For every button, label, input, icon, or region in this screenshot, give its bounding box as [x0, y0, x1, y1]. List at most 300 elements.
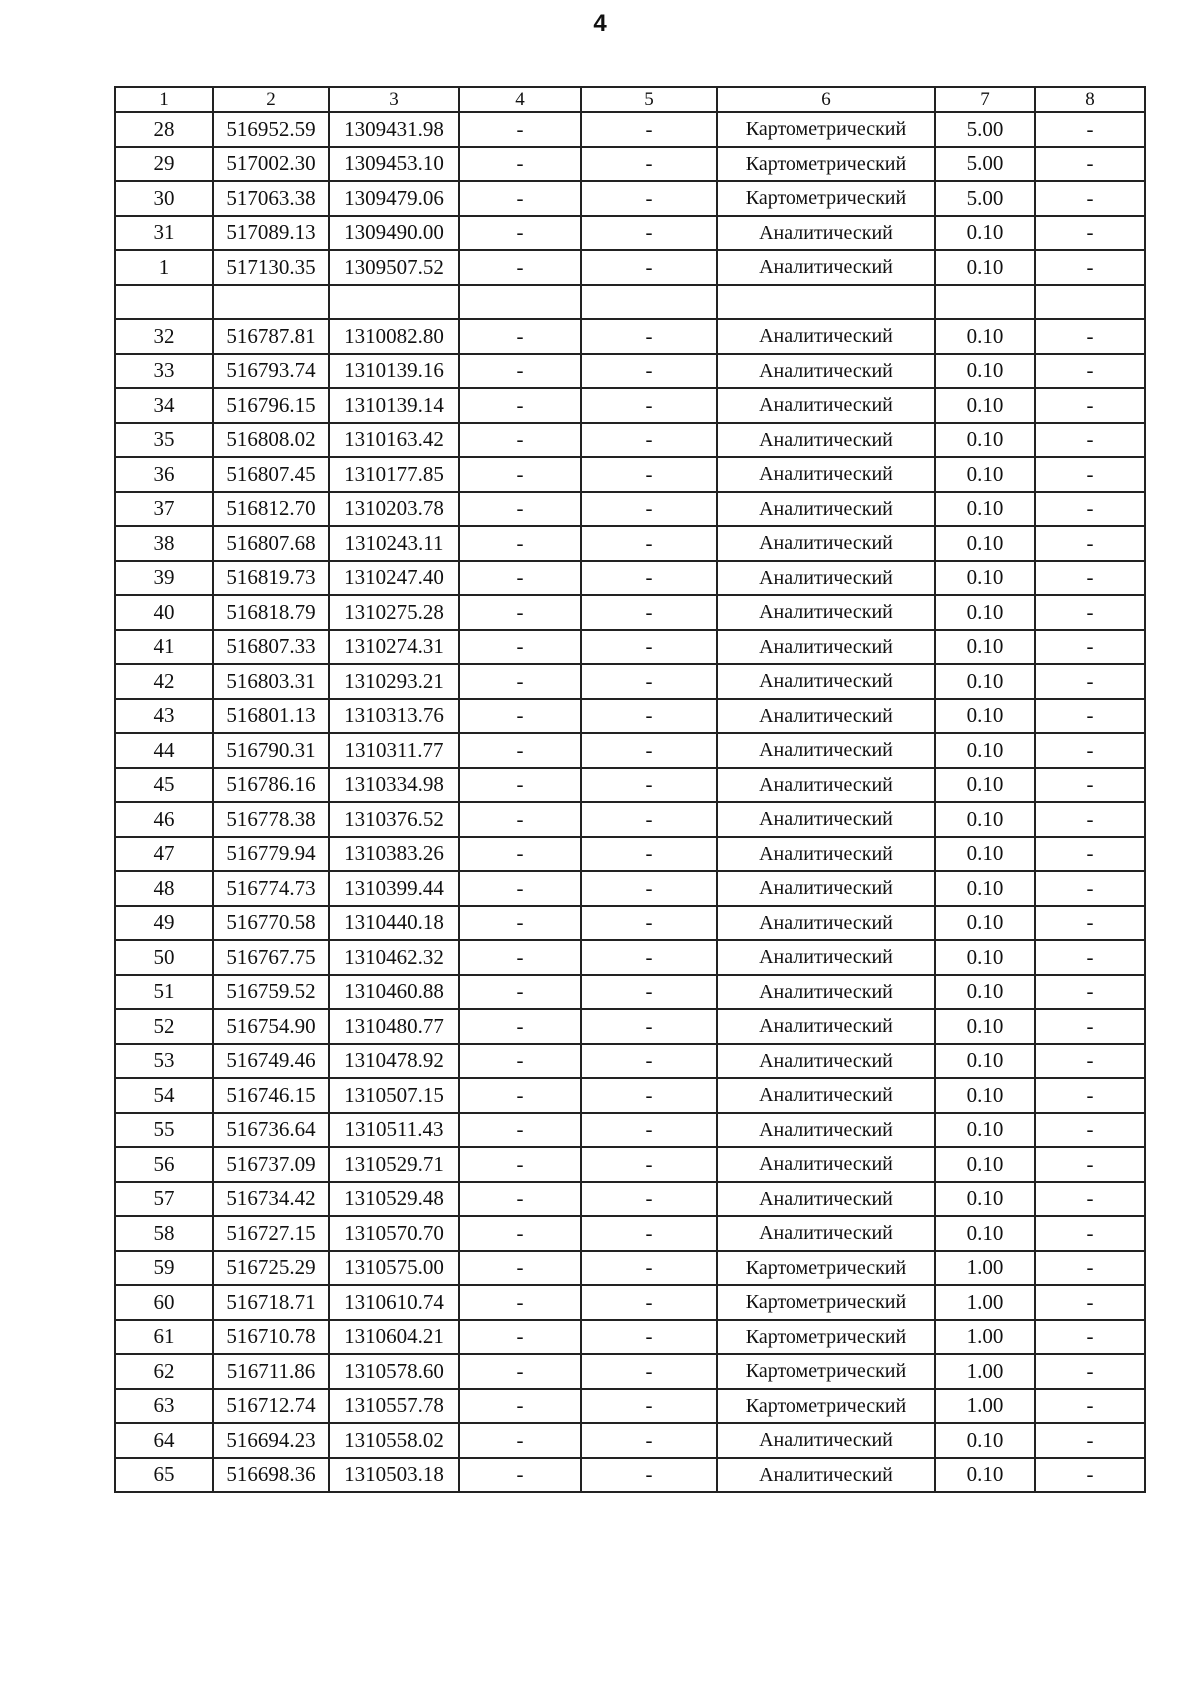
method-cell: Картометрический [717, 1354, 935, 1389]
table-row [115, 837, 1145, 872]
table-row [115, 285, 1145, 320]
point-number-cell: 55 [115, 1113, 213, 1148]
y-coordinate-cell: 1310311.77 [329, 733, 459, 768]
method-cell: Аналитический [717, 457, 935, 492]
table-row [115, 561, 1145, 596]
y-coordinate-cell: 1310529.71 [329, 1147, 459, 1182]
column-4-cell: - [459, 733, 581, 768]
column-5-cell: - [581, 561, 717, 596]
x-coordinate-cell: 516807.68 [213, 526, 329, 561]
x-coordinate-cell: 516734.42 [213, 1182, 329, 1217]
accuracy-cell: 0.10 [935, 216, 1035, 251]
column-5-cell: - [581, 1113, 717, 1148]
column-4-cell: - [459, 768, 581, 803]
accuracy-cell: 1.00 [935, 1251, 1035, 1286]
accuracy-cell: 0.10 [935, 1458, 1035, 1493]
column-4-cell: - [459, 630, 581, 665]
x-coordinate-cell: 516767.75 [213, 940, 329, 975]
point-number-cell: 37 [115, 492, 213, 527]
accuracy-cell [935, 285, 1035, 320]
column-4-cell: - [459, 1423, 581, 1458]
accuracy-cell: 1.00 [935, 1285, 1035, 1320]
column-8-cell: - [1035, 699, 1145, 734]
column-8-cell: - [1035, 1423, 1145, 1458]
x-coordinate-cell: 516779.94 [213, 837, 329, 872]
header-cell: 6 [717, 87, 935, 112]
x-coordinate-cell: 516952.59 [213, 112, 329, 147]
accuracy-cell: 0.10 [935, 388, 1035, 423]
table-row [115, 216, 1145, 251]
column-5-cell: - [581, 1147, 717, 1182]
accuracy-cell: 0.10 [935, 1078, 1035, 1113]
table-row [115, 492, 1145, 527]
column-8-cell: - [1035, 1182, 1145, 1217]
y-coordinate-cell: 1310383.26 [329, 837, 459, 872]
y-coordinate-cell: 1310275.28 [329, 595, 459, 630]
column-5-cell: - [581, 871, 717, 906]
column-5-cell: - [581, 595, 717, 630]
column-8-cell: - [1035, 526, 1145, 561]
method-cell: Картометрический [717, 1320, 935, 1355]
column-4-cell: - [459, 1009, 581, 1044]
column-5-cell: - [581, 768, 717, 803]
x-coordinate-cell: 516759.52 [213, 975, 329, 1010]
column-8-cell: - [1035, 595, 1145, 630]
column-4-cell: - [459, 492, 581, 527]
table-row [115, 1389, 1145, 1424]
method-cell: Картометрический [717, 1285, 935, 1320]
method-cell: Аналитический [717, 733, 935, 768]
x-coordinate-cell: 516710.78 [213, 1320, 329, 1355]
x-coordinate-cell: 516774.73 [213, 871, 329, 906]
method-cell: Аналитический [717, 630, 935, 665]
column-4-cell: - [459, 457, 581, 492]
point-number-cell: 42 [115, 664, 213, 699]
column-5-cell: - [581, 940, 717, 975]
column-4-cell: - [459, 423, 581, 458]
method-cell: Аналитический [717, 1113, 935, 1148]
y-coordinate-cell: 1309453.10 [329, 147, 459, 182]
header-cell: 1 [115, 87, 213, 112]
column-5-cell: - [581, 1389, 717, 1424]
table-row [115, 388, 1145, 423]
table-row [115, 699, 1145, 734]
column-4-cell: - [459, 699, 581, 734]
column-8-cell: - [1035, 1113, 1145, 1148]
table-row [115, 906, 1145, 941]
table-row [115, 1078, 1145, 1113]
y-coordinate-cell: 1310557.78 [329, 1389, 459, 1424]
column-5-cell: - [581, 1078, 717, 1113]
table-row [115, 1113, 1145, 1148]
column-8-cell: - [1035, 1320, 1145, 1355]
accuracy-cell: 0.10 [935, 1044, 1035, 1079]
column-8-cell: - [1035, 1147, 1145, 1182]
column-8-cell: - [1035, 1078, 1145, 1113]
accuracy-cell: 0.10 [935, 423, 1035, 458]
table-row [115, 975, 1145, 1010]
accuracy-cell: 0.10 [935, 561, 1035, 596]
method-cell: Аналитический [717, 216, 935, 251]
column-5-cell: - [581, 733, 717, 768]
x-coordinate-cell: 516818.79 [213, 595, 329, 630]
method-cell: Аналитический [717, 768, 935, 803]
column-8-cell: - [1035, 561, 1145, 596]
accuracy-cell: 0.10 [935, 768, 1035, 803]
table-row [115, 1423, 1145, 1458]
accuracy-cell: 5.00 [935, 181, 1035, 216]
table-row [115, 181, 1145, 216]
x-coordinate-cell: 516819.73 [213, 561, 329, 596]
y-coordinate-cell: 1309431.98 [329, 112, 459, 147]
table-row [115, 664, 1145, 699]
x-coordinate-cell: 516786.16 [213, 768, 329, 803]
method-cell: Аналитический [717, 423, 935, 458]
table-row [115, 112, 1145, 147]
point-number-cell: 65 [115, 1458, 213, 1493]
column-4-cell: - [459, 319, 581, 354]
point-number-cell: 45 [115, 768, 213, 803]
header-cell: 5 [581, 87, 717, 112]
x-coordinate-cell: 516749.46 [213, 1044, 329, 1079]
column-5-cell: - [581, 1251, 717, 1286]
column-8-cell: - [1035, 768, 1145, 803]
accuracy-cell: 0.10 [935, 1423, 1035, 1458]
header-cell: 8 [1035, 87, 1145, 112]
method-cell: Аналитический [717, 1458, 935, 1493]
column-5-cell: - [581, 354, 717, 389]
accuracy-cell: 0.10 [935, 699, 1035, 734]
x-coordinate-cell: 516698.36 [213, 1458, 329, 1493]
x-coordinate-cell: 516727.15 [213, 1216, 329, 1251]
column-5-cell: - [581, 147, 717, 182]
column-8-cell: - [1035, 423, 1145, 458]
point-number-cell: 58 [115, 1216, 213, 1251]
y-coordinate-cell: 1310604.21 [329, 1320, 459, 1355]
accuracy-cell: 0.10 [935, 319, 1035, 354]
point-number-cell: 34 [115, 388, 213, 423]
column-4-cell: - [459, 1147, 581, 1182]
method-cell: Аналитический [717, 250, 935, 285]
y-coordinate-cell: 1310163.42 [329, 423, 459, 458]
table-row [115, 423, 1145, 458]
table-row [115, 1147, 1145, 1182]
column-4-cell: - [459, 1354, 581, 1389]
column-8-cell: - [1035, 733, 1145, 768]
column-4-cell: - [459, 664, 581, 699]
method-cell: Аналитический [717, 492, 935, 527]
point-number-cell: 38 [115, 526, 213, 561]
x-coordinate-cell: 516736.64 [213, 1113, 329, 1148]
column-4-cell: - [459, 802, 581, 837]
column-5-cell: - [581, 802, 717, 837]
y-coordinate-cell: 1310203.78 [329, 492, 459, 527]
column-5-cell: - [581, 630, 717, 665]
column-5-cell: - [581, 112, 717, 147]
y-coordinate-cell: 1310478.92 [329, 1044, 459, 1079]
accuracy-cell: 0.10 [935, 630, 1035, 665]
header-cell: 2 [213, 87, 329, 112]
x-coordinate-cell: 517089.13 [213, 216, 329, 251]
coordinates-table [114, 86, 1146, 1493]
accuracy-cell: 0.10 [935, 1216, 1035, 1251]
x-coordinate-cell: 517130.35 [213, 250, 329, 285]
table-row [115, 1009, 1145, 1044]
header-cell: 7 [935, 87, 1035, 112]
y-coordinate-cell: 1310570.70 [329, 1216, 459, 1251]
x-coordinate-cell: 516778.38 [213, 802, 329, 837]
method-cell: Аналитический [717, 975, 935, 1010]
y-coordinate-cell: 1310082.80 [329, 319, 459, 354]
table-row [115, 147, 1145, 182]
page-number: 4 [593, 10, 607, 37]
x-coordinate-cell: 517063.38 [213, 181, 329, 216]
column-4-cell: - [459, 1389, 581, 1424]
y-coordinate-cell: 1310139.16 [329, 354, 459, 389]
x-coordinate-cell: 516712.74 [213, 1389, 329, 1424]
column-4-cell: - [459, 1078, 581, 1113]
table-row [115, 1044, 1145, 1079]
method-cell: Аналитический [717, 1044, 935, 1079]
column-4-cell: - [459, 595, 581, 630]
y-coordinate-cell: 1310440.18 [329, 906, 459, 941]
x-coordinate-cell: 516754.90 [213, 1009, 329, 1044]
column-8-cell [1035, 285, 1145, 320]
column-8-cell: - [1035, 802, 1145, 837]
point-number-cell: 1 [115, 250, 213, 285]
column-8-cell: - [1035, 457, 1145, 492]
accuracy-cell: 0.10 [935, 1147, 1035, 1182]
point-number-cell: 62 [115, 1354, 213, 1389]
x-coordinate-cell: 517002.30 [213, 147, 329, 182]
method-cell: Аналитический [717, 354, 935, 389]
method-cell: Аналитический [717, 319, 935, 354]
table-row [115, 733, 1145, 768]
column-5-cell: - [581, 181, 717, 216]
point-number-cell: 41 [115, 630, 213, 665]
y-coordinate-cell: 1310274.31 [329, 630, 459, 665]
column-4-cell: - [459, 906, 581, 941]
point-number-cell: 29 [115, 147, 213, 182]
column-8-cell: - [1035, 837, 1145, 872]
header-row [115, 87, 1145, 112]
method-cell: Картометрический [717, 1389, 935, 1424]
column-8-cell: - [1035, 1389, 1145, 1424]
column-4-cell: - [459, 837, 581, 872]
y-coordinate-cell: 1310558.02 [329, 1423, 459, 1458]
x-coordinate-cell: 516737.09 [213, 1147, 329, 1182]
accuracy-cell: 0.10 [935, 871, 1035, 906]
x-coordinate-cell: 516808.02 [213, 423, 329, 458]
method-cell: Аналитический [717, 1078, 935, 1113]
y-coordinate-cell [329, 285, 459, 320]
point-number-cell: 33 [115, 354, 213, 389]
accuracy-cell: 5.00 [935, 112, 1035, 147]
point-number-cell: 43 [115, 699, 213, 734]
column-5-cell: - [581, 699, 717, 734]
accuracy-cell: 0.10 [935, 250, 1035, 285]
column-5-cell: - [581, 492, 717, 527]
y-coordinate-cell: 1310177.85 [329, 457, 459, 492]
table-row [115, 1320, 1145, 1355]
method-cell: Аналитический [717, 526, 935, 561]
column-4-cell: - [459, 561, 581, 596]
column-8-cell: - [1035, 1044, 1145, 1079]
column-5-cell: - [581, 423, 717, 458]
column-8-cell: - [1035, 319, 1145, 354]
y-coordinate-cell: 1310247.40 [329, 561, 459, 596]
x-coordinate-cell: 516803.31 [213, 664, 329, 699]
x-coordinate-cell: 516790.31 [213, 733, 329, 768]
point-number-cell: 31 [115, 216, 213, 251]
column-4-cell: - [459, 388, 581, 423]
column-4-cell: - [459, 1113, 581, 1148]
point-number-cell: 61 [115, 1320, 213, 1355]
column-8-cell: - [1035, 354, 1145, 389]
y-coordinate-cell: 1309490.00 [329, 216, 459, 251]
column-8-cell: - [1035, 388, 1145, 423]
y-coordinate-cell: 1310293.21 [329, 664, 459, 699]
column-8-cell: - [1035, 147, 1145, 182]
point-number-cell: 51 [115, 975, 213, 1010]
point-number-cell: 39 [115, 561, 213, 596]
table-row [115, 457, 1145, 492]
column-8-cell: - [1035, 1285, 1145, 1320]
column-5-cell: - [581, 1320, 717, 1355]
x-coordinate-cell: 516807.33 [213, 630, 329, 665]
y-coordinate-cell: 1309507.52 [329, 250, 459, 285]
column-5-cell: - [581, 216, 717, 251]
method-cell: Аналитический [717, 664, 935, 699]
x-coordinate-cell: 516812.70 [213, 492, 329, 527]
y-coordinate-cell: 1310139.14 [329, 388, 459, 423]
point-number-cell: 64 [115, 1423, 213, 1458]
method-cell: Аналитический [717, 1423, 935, 1458]
column-4-cell: - [459, 1251, 581, 1286]
point-number-cell: 40 [115, 595, 213, 630]
table-row [115, 630, 1145, 665]
table-row [115, 595, 1145, 630]
table-row [115, 354, 1145, 389]
point-number-cell: 63 [115, 1389, 213, 1424]
point-number-cell: 47 [115, 837, 213, 872]
accuracy-cell: 0.10 [935, 837, 1035, 872]
column-5-cell: - [581, 388, 717, 423]
y-coordinate-cell: 1310507.15 [329, 1078, 459, 1113]
method-cell [717, 285, 935, 320]
method-cell: Картометрический [717, 181, 935, 216]
column-8-cell: - [1035, 906, 1145, 941]
table-row [115, 1251, 1145, 1286]
x-coordinate-cell: 516694.23 [213, 1423, 329, 1458]
table-row [115, 768, 1145, 803]
method-cell: Аналитический [717, 561, 935, 596]
point-number-cell: 48 [115, 871, 213, 906]
point-number-cell [115, 285, 213, 320]
column-8-cell: - [1035, 112, 1145, 147]
y-coordinate-cell: 1310480.77 [329, 1009, 459, 1044]
column-8-cell: - [1035, 871, 1145, 906]
column-8-cell: - [1035, 664, 1145, 699]
point-number-cell: 60 [115, 1285, 213, 1320]
accuracy-cell: 0.10 [935, 802, 1035, 837]
column-4-cell: - [459, 112, 581, 147]
column-5-cell: - [581, 250, 717, 285]
column-4-cell: - [459, 250, 581, 285]
x-coordinate-cell: 516718.71 [213, 1285, 329, 1320]
column-8-cell: - [1035, 1354, 1145, 1389]
point-number-cell: 28 [115, 112, 213, 147]
point-number-cell: 53 [115, 1044, 213, 1079]
point-number-cell: 30 [115, 181, 213, 216]
method-cell: Аналитический [717, 1216, 935, 1251]
method-cell: Картометрический [717, 147, 935, 182]
column-5-cell: - [581, 906, 717, 941]
column-5-cell: - [581, 1009, 717, 1044]
column-4-cell: - [459, 216, 581, 251]
accuracy-cell: 0.10 [935, 1009, 1035, 1044]
method-cell: Картометрический [717, 112, 935, 147]
method-cell: Аналитический [717, 906, 935, 941]
y-coordinate-cell: 1310460.88 [329, 975, 459, 1010]
column-8-cell: - [1035, 181, 1145, 216]
y-coordinate-cell: 1310529.48 [329, 1182, 459, 1217]
column-4-cell: - [459, 526, 581, 561]
accuracy-cell: 0.10 [935, 975, 1035, 1010]
x-coordinate-cell: 516711.86 [213, 1354, 329, 1389]
y-coordinate-cell: 1310399.44 [329, 871, 459, 906]
table-row [115, 319, 1145, 354]
table-row [115, 1458, 1145, 1493]
table-row [115, 802, 1145, 837]
accuracy-cell: 0.10 [935, 492, 1035, 527]
method-cell: Аналитический [717, 802, 935, 837]
column-5-cell: - [581, 1182, 717, 1217]
x-coordinate-cell: 516770.58 [213, 906, 329, 941]
table-row [115, 940, 1145, 975]
point-number-cell: 36 [115, 457, 213, 492]
y-coordinate-cell: 1310334.98 [329, 768, 459, 803]
method-cell: Аналитический [717, 871, 935, 906]
method-cell: Аналитический [717, 1147, 935, 1182]
column-5-cell: - [581, 1354, 717, 1389]
column-4-cell: - [459, 940, 581, 975]
point-number-cell: 44 [115, 733, 213, 768]
accuracy-cell: 0.10 [935, 457, 1035, 492]
point-number-cell: 46 [115, 802, 213, 837]
method-cell: Аналитический [717, 1182, 935, 1217]
column-5-cell: - [581, 1423, 717, 1458]
table-body [115, 87, 1145, 1492]
point-number-cell: 56 [115, 1147, 213, 1182]
point-number-cell: 49 [115, 906, 213, 941]
column-5-cell: - [581, 457, 717, 492]
x-coordinate-cell: 516796.15 [213, 388, 329, 423]
table-row [115, 1354, 1145, 1389]
column-8-cell: - [1035, 216, 1145, 251]
accuracy-cell: 1.00 [935, 1354, 1035, 1389]
column-8-cell: - [1035, 250, 1145, 285]
accuracy-cell: 0.10 [935, 906, 1035, 941]
column-4-cell: - [459, 1044, 581, 1079]
y-coordinate-cell: 1310578.60 [329, 1354, 459, 1389]
column-5-cell: - [581, 1285, 717, 1320]
method-cell: Аналитический [717, 699, 935, 734]
y-coordinate-cell: 1310243.11 [329, 526, 459, 561]
method-cell: Картометрический [717, 1251, 935, 1286]
column-8-cell: - [1035, 492, 1145, 527]
column-5-cell: - [581, 1458, 717, 1493]
